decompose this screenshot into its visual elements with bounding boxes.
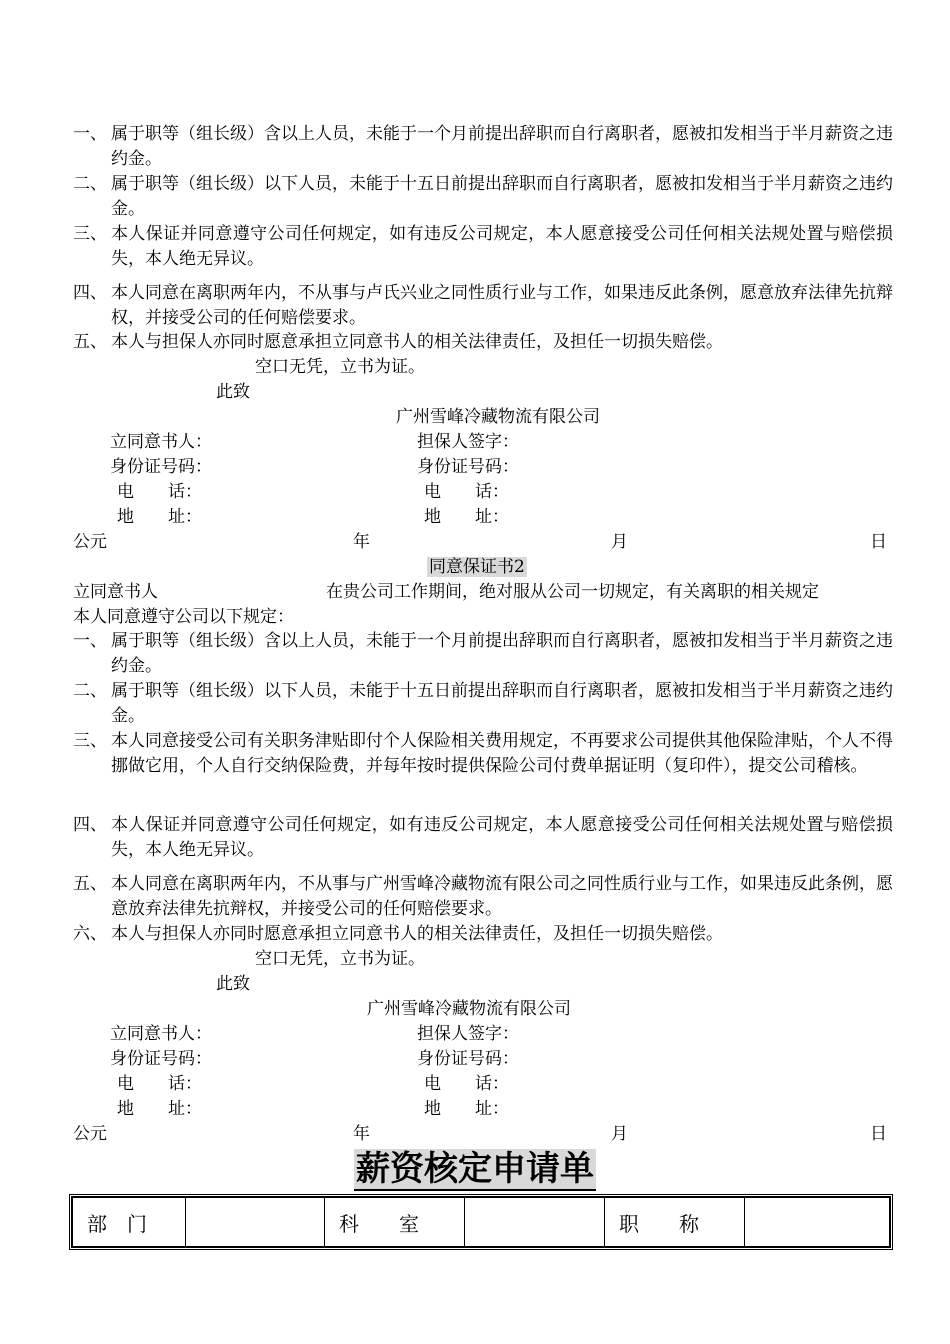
- department-field[interactable]: [186, 1198, 325, 1247]
- intro-line2: 本人同意遵守公司以下规定：: [73, 607, 294, 627]
- clause-number: 五、: [73, 332, 107, 352]
- date-month: 月: [611, 1124, 628, 1144]
- intro-text: 在贵公司工作期间，绝对服从公司一切规定，有关离职的相关规定: [326, 582, 819, 602]
- guarantor-label: 担保人签字：: [417, 432, 519, 452]
- salutation: 此致: [216, 974, 250, 994]
- clause-number: 四、: [73, 283, 107, 303]
- section-title: [427, 557, 527, 577]
- guarantor-label: 担保人签字：: [417, 1024, 519, 1044]
- clause-text: 本人与担保人亦同时愿意承担立同意书人的相关法律责任，及担任一切损失赔偿。: [111, 332, 723, 352]
- clause-item: [73, 629, 893, 679]
- date-era: 公元: [73, 1124, 107, 1144]
- clause-text: 属于职等（组长级）含以上人员，未能于一个月前提出辞职而自行离职者，愿被扣发相当于半月薪资之违约金。: [111, 631, 893, 676]
- clause-text: 本人保证并同意遵守公司任何规定，如有违反公司规定，本人愿意接受公司任何相关法规处置与赔偿损失，本人绝无异议。: [111, 815, 893, 860]
- closing-statement: 空口无凭，立书为证。: [255, 949, 425, 969]
- clause-text: 属于职等（组长级）含以上人员，未能于一个月前提出辞职而自行离职者，愿被扣发相当于半月薪资之违约金。: [111, 124, 893, 169]
- company-name: 广州雪峰冷藏物流有限公司: [367, 999, 571, 1019]
- signer-label: 立同意书人：: [110, 1024, 212, 1044]
- guarantor-phone-label: 电 话：: [424, 482, 509, 502]
- clause-text: 本人保证并同意遵守公司任何规定，如有违反公司规定，本人愿意接受公司任何相关法规处置与赔偿损失，本人绝无异议。: [111, 224, 893, 269]
- guarantor-address-label: 地 址：: [424, 1099, 509, 1119]
- date-day: 日: [870, 1124, 887, 1144]
- clause-text: 属于职等（组长级）以下人员，未能于十五日前提出辞职而自行离职者，愿被扣发相当于半月薪资之违约金。: [111, 681, 893, 726]
- guarantor-phone-label: 电 话：: [424, 1074, 509, 1094]
- office-field[interactable]: [465, 1198, 605, 1247]
- clause-item: [73, 330, 893, 355]
- date-year: 年: [353, 1124, 370, 1144]
- guarantor-id-label: 身份证号码：: [417, 1049, 519, 1069]
- clause-text: 属于职等（组长级）以下人员，未能于十五日前提出辞职而自行离职者，愿被扣发相当于半月薪资之违约金。: [111, 174, 893, 219]
- signer-id-label: 身份证号码：: [110, 457, 212, 477]
- clause-number: 二、: [73, 174, 107, 194]
- clause-number: 二、: [73, 681, 107, 701]
- clause-item: [73, 122, 893, 172]
- guarantor-id-label: 身份证号码：: [417, 457, 519, 477]
- clause-number: 五、: [73, 874, 107, 894]
- section-title-text: 同意保证书2: [429, 557, 525, 577]
- clause-item: [73, 172, 893, 222]
- office-label: 科 室: [325, 1198, 465, 1247]
- clause-number: 一、: [73, 631, 107, 651]
- clause-number: 一、: [73, 124, 107, 144]
- clause-text: 本人同意在离职两年内，不从事与卢氏兴业之同性质行业与工作，如果违反此条例，愿意放弃法律先抗辩权，并接受公司的任何赔偿要求。: [111, 283, 893, 328]
- clause-item: [73, 222, 893, 272]
- signer-phone-label: 电 话：: [117, 1074, 202, 1094]
- clause-item: [73, 729, 893, 779]
- signer-address-label: 地 址：: [117, 507, 202, 527]
- guarantor-address-label: 地 址：: [424, 507, 509, 527]
- department-label: 部 门: [73, 1198, 186, 1247]
- clause-item: [73, 813, 893, 863]
- salary-form-title: [0, 1148, 950, 1190]
- title-label: 职 称: [605, 1198, 745, 1247]
- company-name: 广州雪峰冷藏物流有限公司: [396, 407, 600, 427]
- signer-label: 立同意书人：: [110, 432, 212, 452]
- closing-statement: 空口无凭，立书为证。: [255, 357, 425, 377]
- salary-info-table: [69, 1194, 893, 1250]
- date-day: 日: [870, 532, 887, 552]
- title-field[interactable]: [745, 1198, 890, 1247]
- signer-address-label: 地 址：: [117, 1099, 202, 1119]
- clause-item: [73, 281, 893, 331]
- clause-number: 三、: [73, 224, 107, 244]
- clause-text: 本人同意接受公司有关职务津贴即付个人保险相关费用规定，不再要求公司提供其他保险津贴，个人不得挪做它用，个人自行交纳保险费，并每年按时提供保险公司付费单据证明（复印件），提交公司稽核。: [111, 731, 893, 776]
- clause-number: 六、: [73, 924, 107, 944]
- clause-text: 本人与担保人亦同时愿意承担立同意书人的相关法律责任，及担任一切损失赔偿。: [111, 924, 723, 944]
- clause-item: [73, 679, 893, 729]
- clause-text: 本人同意在离职两年内，不从事与广州雪峰冷藏物流有限公司之同性质行业与工作，如果违反此条例，愿意放弃法律先抗辩权，并接受公司的任何赔偿要求。: [111, 874, 893, 919]
- signer-id-label: 身份证号码：: [110, 1049, 212, 1069]
- salary-form-title-text: 薪资核定申请单: [356, 1149, 594, 1189]
- clause-item: [73, 872, 893, 922]
- clause-number: 四、: [73, 815, 107, 835]
- salutation: 此致: [216, 382, 250, 402]
- intro-label: 立同意书人: [73, 582, 158, 602]
- date-year: 年: [353, 532, 370, 552]
- signer-phone-label: 电 话：: [117, 482, 202, 502]
- clause-number: 三、: [73, 731, 107, 751]
- clause-item: [73, 922, 893, 947]
- date-month: 月: [611, 532, 628, 552]
- date-era: 公元: [73, 532, 107, 552]
